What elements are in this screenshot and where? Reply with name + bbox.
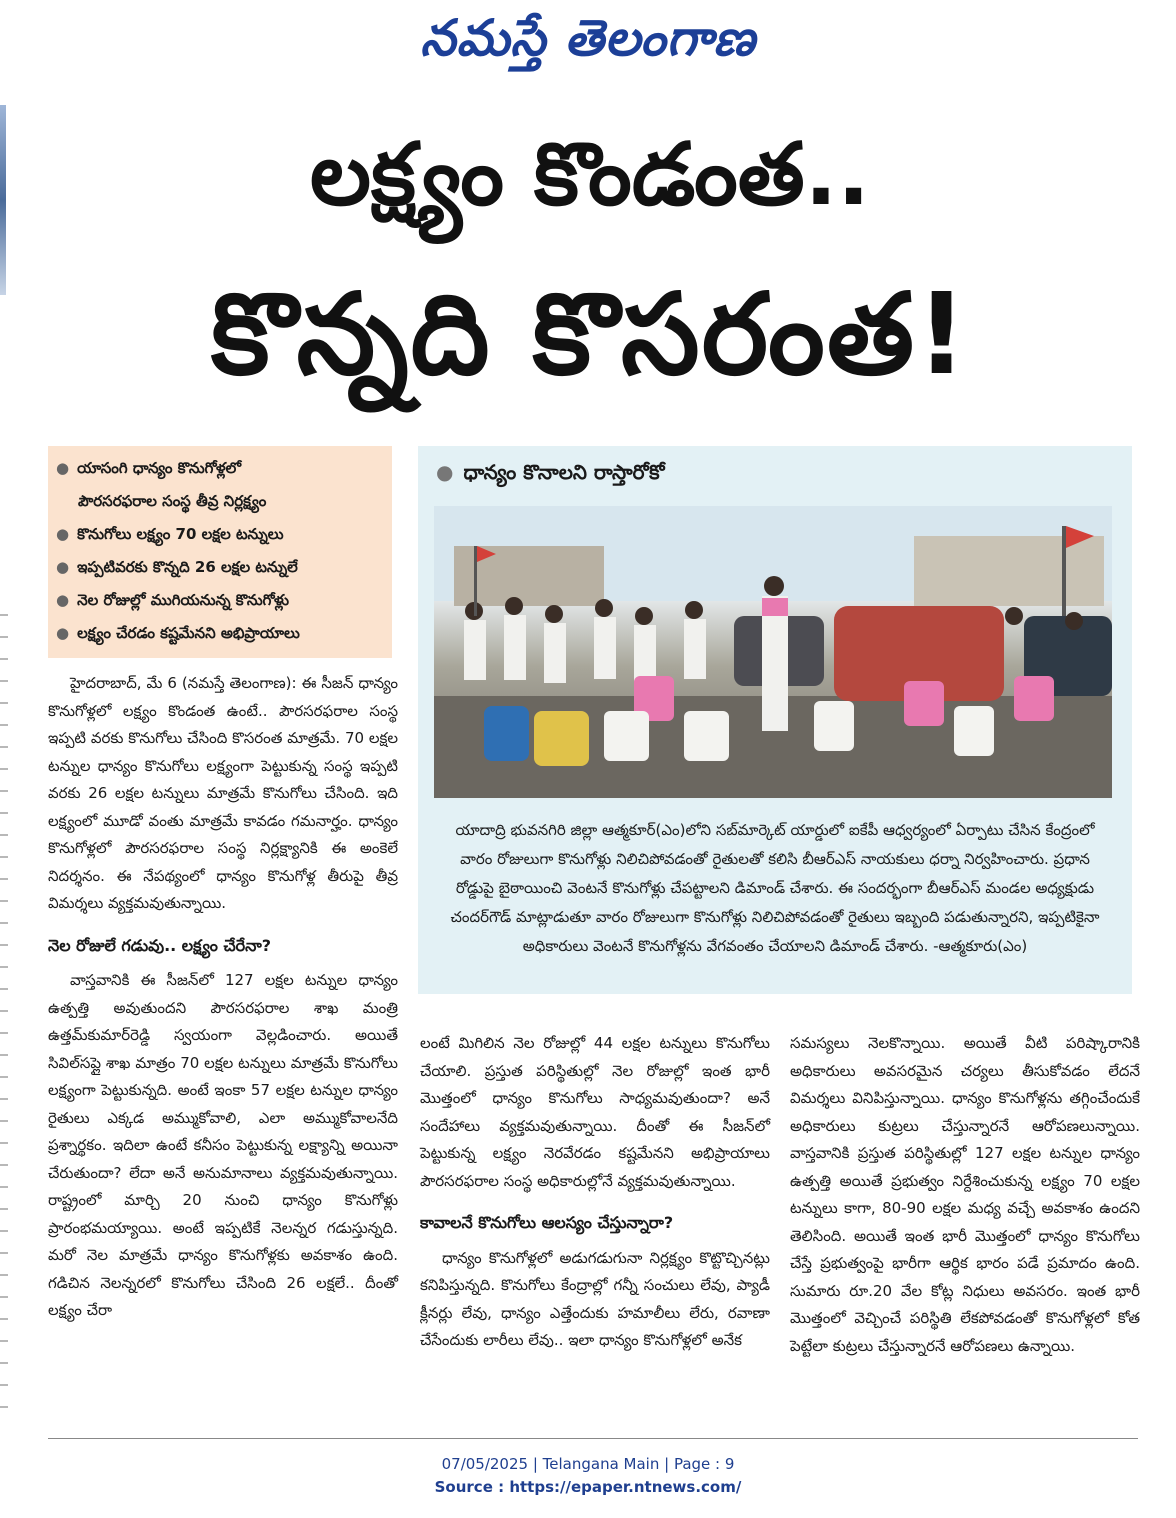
highlights-box [48, 446, 392, 658]
bullet-icon: ● [56, 558, 70, 576]
photo-title: ● ధాన్యం కొనాలని రాస్తారోకో [436, 460, 665, 484]
adjacent-page-text-edge [0, 600, 8, 1420]
bullet-icon: ● [56, 591, 70, 609]
footer-edition-info: 07/05/2025 | Telangana Main | Page : 9 [441, 1455, 735, 1473]
bullet-icon: ● [56, 525, 70, 543]
article-column-2 [420, 1030, 770, 1355]
protest-photo-illustration [434, 506, 1112, 798]
headline-line-1: లక్ష్యం కొండంత.. [310, 125, 870, 225]
headline-line-2: కొన్నది కొసరంత! [210, 270, 970, 400]
bullet-icon: ● [56, 459, 70, 477]
bullet-icon: ● [56, 624, 70, 642]
highlight-item-continued: పౌరసరఫరాల సంస్థ తీవ్ర నిర్లక్ష్యం [78, 492, 267, 510]
article-paragraph: ధాన్యం కొనుగోళ్లలో అడుగడుగునా నిర్లక్ష్యం కొట్టొచ్చినట్లు కనిపిస్తున్నది. కొనుగోలు కేంద్రాల్లో గన్నీ సంచులు లేవు, ప్యాడీ క్లీనర్లు లేవు, ధాన్యం ఎత్తేందుకు హమాలీలు లేరు, రవాణా చేసేందుకు లారీలు లేవు.. ఇలా ధాన్యం కొనుగోళ్లలో అనేక [420, 1248, 770, 1349]
highlight-item: ● లక్ష్యం చేరడం కష్టమేనని అభిప్రాయాలు [56, 624, 300, 642]
article-column-1 [48, 670, 398, 1325]
photo-caption: యాదాద్రి భువనగిరి జిల్లా ఆత్మకూర్(ఎం)లోని సబ్‌మార్కెట్ యార్డులో ఐకేపీ ఆధ్వర్యంలో ఏర్పాటు చేసిన కేంద్రంలో వారం రోజులుగా కొనుగోళ్లు నిలిచిపోవడంతో రైతులతో కలిసి బీఆర్ఎస్ నాయకులు ధర్నా నిర్వహించారు. ప్రధాన రోడ్డుపై బైఠాయించి వెంటనే కొనుగోళ్లు చేపట్టాలని డిమాండ్ చేశారు. ఈ సందర్భంగా బీఆర్ఎస్ మండల అధ్యక్షుడు చందర్‌గౌడ్ మాట్లాడుతూ వారం రోజులుగా కొనుగోళ్లు నిలిచిపోవడంతో రైతులు ఇబ్బంది పడుతున్నారని, ఇప్పటికైనా అధికారులు వెంటనే కొనుగోళ్లను వేగవంతం చేయాలని డిమాండ్ చేశారు. -ఆత్మకూరు(ఎం) [450, 821, 1100, 955]
protest-photo [434, 506, 1112, 798]
article-column-3 [790, 1030, 1140, 1360]
article-subheading: నెల రోజులే గడువు.. లక్ష్యం చేరేనా? [48, 935, 272, 955]
article-paragraph: లంటే మిగిలిన నెల రోజుల్లో 44 లక్షల టన్నులు కొనుగోలు చేయాలి. ప్రస్తుత పరిస్థితుల్లో నెల రోజుల్లో ఇంత భారీ మొత్తంలో ధాన్యం కొనుగోలు సాధ్యమవుతుందా? అనే సందేహాలు వ్యక్తమవుతున్నాయి. దీంతో ఈ సీజన్‌లో పెట్టుకున్న లక్ష్యం నెరవేరడం కష్టమేనని అభిప్రాయాలు పౌరసరఫరాల సంస్థ అధికారుల్లోనే వ్యక్తమవుతున్నాయి. [420, 1034, 770, 1190]
article-paragraph: సమస్యలు నెలకొన్నాయి. అయితే వీటి పరిష్కారానికి అధికారులు అవసరమైన చర్యలు తీసుకోవడం లేదనే విమర్శలు వినిపిస్తున్నాయి. ధాన్యం కొనుగోళ్లను తగ్గించేందుకే అధికారులు కుట్రలు చేస్తున్నారనే ఆరోపణలున్నాయి. వాస్తవానికి ప్రస్తుత పరిస్థితుల్లో 127 లక్షల టన్నుల ధాన్యం ఉత్పత్తి అయితే ప్రభుత్వం నిర్దేశించుకున్న లక్ష్యం 70 లక్షల టన్నులు కాగా, 80-90 లక్షల మధ్య వచ్చే అవకాశం ఉందని తెలిసింది. అయితే ఇంత భారీ మొత్తంలో ధాన్యం కొనుగోలు చేస్తే ప్రభుత్వంపై భారీగా ఆర్థిక భారం పడే ప్రమాదం ఉంది. సుమారు రూ.20 వేల కోట్ల నిధులు అవసరం. ఇంత భారీ మొత్తంలో వెచ్చించే పరిస్థితి లేకపోవడంతో కొనుగోళ్లలో కోత పెట్టేలా కుట్రలు చేస్తున్నారనే ఆరోపణలు ఉన్నాయి. [790, 1034, 1140, 1355]
highlight-item: ● ఇప్పటివరకు కొన్నది 26 లక్షల టన్నులే [56, 558, 298, 576]
adjacent-page-strip [0, 105, 6, 295]
photo-box [418, 446, 1132, 994]
highlight-item: ● కొనుగోలు లక్ష్యం 70 లక్షల టన్నులు [56, 525, 284, 543]
highlight-item: ● యాసంగి ధాన్యం కొనుగోళ్లలో [56, 459, 242, 477]
article-paragraph: హైదరాబాద్, మే 6 (నమస్తే తెలంగాణ): ఈ సీజన్ ధాన్యం కొనుగోళ్లలో లక్ష్యం కొండంత ఉంటే.. పౌరసరఫరాల సంస్థ ఇప్పటి వరకు కొనుగోలు చేసింది కొసరంత మాత్రమే. 70 లక్షల టన్నుల ధాన్యం కొనుగోలు లక్ష్యంగా పెట్టుకున్న సంస్థ ఇప్పటి వరకు 26 లక్షల టన్నులు మాత్రమే కొనుగోలు చేసింది. ఇది లక్ష్యంలో మూడో వంతు మాత్రమే కావడం గమనార్హం. ధాన్యం కొనుగోళ్లలో పౌరసరఫరాల సంస్థ నిర్లక్ష్యానికి ఈ అంకెలే నిదర్శనం. ఈ నేపథ్యంలో ధాన్యం కొనుగోళ్ల తీరుపై తీవ్ర విమర్శలు వ్యక్తమవుతున్నాయి. [48, 674, 398, 912]
footer-divider [48, 1438, 1138, 1439]
highlight-item: ● నెల రోజుల్లో ముగియనున్న కొనుగోళ్లు [56, 591, 289, 609]
article-subheading: కావాలనే కొనుగోలు ఆలస్యం చేస్తున్నారా? [420, 1213, 674, 1232]
article-paragraph: వాస్తవానికి ఈ సీజన్‌లో 127 లక్షల టన్నుల ధాన్యం ఉత్పత్తి అవుతుందని పౌరసరఫరాల శాఖ మంత్రి ఉత్తమ్‌కుమార్‌రెడ్డి స్వయంగా వెల్లడించారు. అయితే సివిల్‌సప్లై శాఖ మాత్రం 70 లక్షల టన్నులు మాత్రమే కొనుగోలు లక్ష్యంగా పెట్టుకున్నది. అంటే ఇంకా 57 లక్షల టన్నుల ధాన్యం రైతులు ఎక్కడ అమ్ముకోవాలి, ఎలా అమ్ముకోవాలనేది ప్రశ్నార్థకం. ఇదిలా ఉంటే కనీసం పెట్టుకున్న లక్ష్యాన్ని అయినా చేరుతుందా? లేదా అనే అనుమానాలు వ్యక్తమవుతున్నాయి. రాష్ట్రంలో మార్చి 20 నుంచి ధాన్యం కొనుగోళ్లు ప్రారంభమయ్యాయి. అంటే ఇప్పటికే నెలన్నర గడుస్తున్నది. మరో నెల మాత్రమే ధాన్యం కొనుగోళ్లకు అవకాశం ఉంది. గడిచిన నెలన్నరలో కొనుగోలు చేసింది 26 లక్షలే.. దీంతో లక్ష్యం చేరా [48, 971, 398, 1319]
masthead-logo: నమస్తే తెలంగాణ [420, 8, 756, 67]
footer-source-link[interactable]: Source : https://epaper.ntnews.com/ [434, 1478, 742, 1496]
bullet-icon: ● [436, 460, 454, 484]
